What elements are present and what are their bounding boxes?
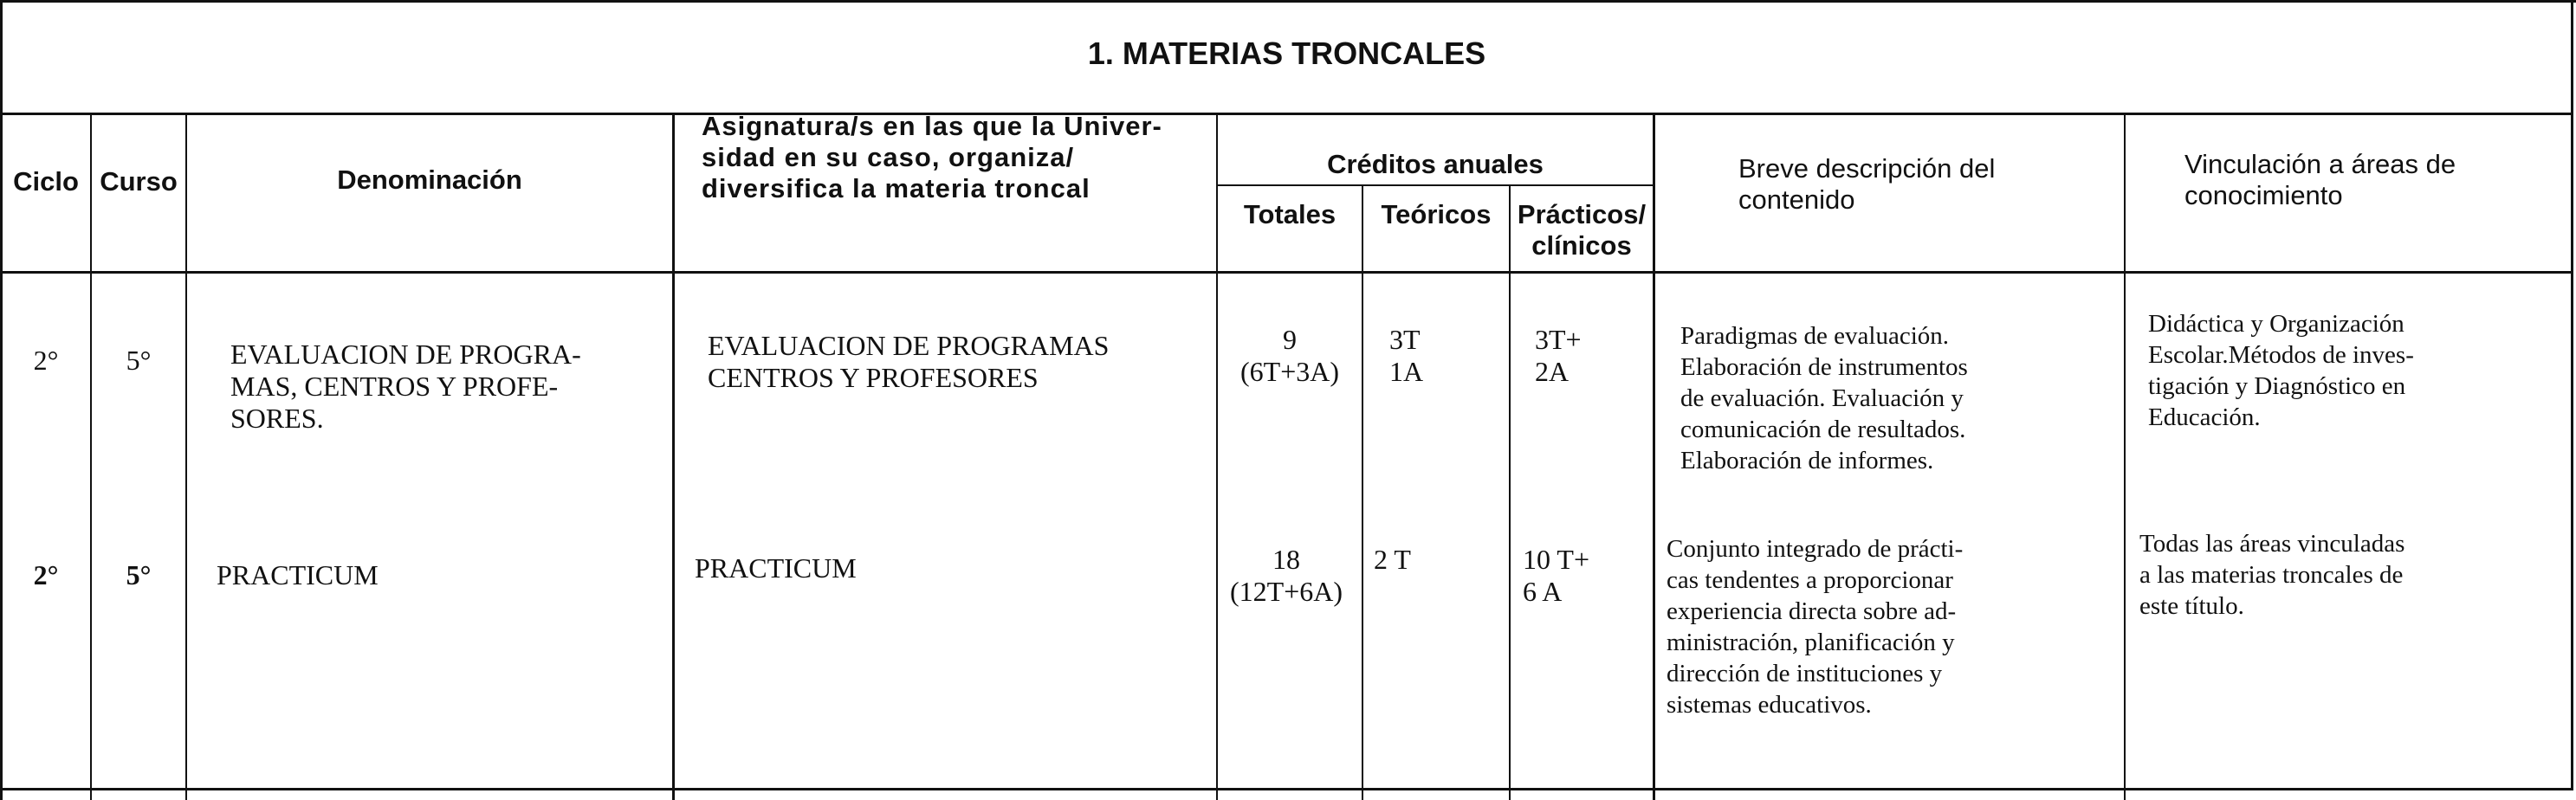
header-practicos: Prácticos/ clínicos	[1517, 199, 1647, 261]
table-row-2-ciclo: 2°	[33, 559, 59, 590]
header-creditos-anuales: Créditos anuales	[1327, 149, 1544, 179]
table-row-2-asignatura: PRACTICUM	[695, 552, 857, 584]
header-denominacion: Denominación	[337, 165, 522, 195]
header-vinculacion: Vinculación a áreas de conocimiento	[2184, 149, 2456, 210]
table-row-1-asignatura: EVALUACION DE PROGRAMAS CENTROS Y PROFESORES	[708, 330, 1110, 393]
table-row-1-vinculacion: Didáctica y Organización Escolar.Métodos de inves- tigación y Diagnóstico en Educación.	[2148, 310, 2414, 431]
header-asignatura: Asignatura/s en las que la Univer- sidad en su caso, organiza/ diversifica la materia troncal	[702, 111, 1162, 203]
col-rule-denominacion	[672, 113, 675, 800]
table-border-bottom	[0, 788, 2573, 790]
col-rule-ciclo	[90, 113, 92, 800]
table-row-1-totales: 9 (6T+3A)	[1239, 324, 1339, 387]
table-row-2-descripcion: Conjunto integrado de prácti- cas tendentes a proporcionar experiencia directa sobre ad- ministración, planificación y dirección de instituciones y sistemas educativos.	[1667, 535, 1964, 719]
table-row-1-ciclo: 2°	[33, 345, 59, 376]
header-totales: Totales	[1243, 199, 1337, 229]
table-row-2-totales: 18 (12T+6A)	[1229, 544, 1343, 607]
table-row-2-denominacion: PRACTICUM	[217, 559, 379, 590]
table-border-left	[0, 0, 3, 800]
header-descripcion: Breve descripción del contenido	[1738, 153, 1996, 215]
table-row-1-denominacion: EVALUACION DE PROGRA- MAS, CENTROS Y PROFE- SORES.	[230, 339, 581, 434]
table-border-top	[0, 0, 2576, 3]
table-row-1-descripcion: Paradigmas de evaluación. Elaboración de instrumentos de evaluación. Evaluación y comunicación de resultados. Elaboración de informes.	[1680, 322, 1968, 474]
header-curso: Curso	[100, 166, 178, 197]
creditos-subheader-rule	[1217, 184, 1654, 186]
table-row-2-practicos: 10 T+ 6 A	[1523, 544, 1590, 607]
table-title: 1. MATERIAS TRONCALES	[1087, 35, 1486, 71]
table-row-1-curso: 5°	[126, 345, 152, 376]
table-row-1-teoricos: 3T 1A	[1389, 324, 1424, 387]
table-row-2-curso: 5°	[126, 559, 152, 590]
table-row-1-practicos: 3T+ 2A	[1535, 324, 1582, 387]
table-row-2-teoricos: 2 T	[1374, 544, 1411, 575]
header-rule	[0, 271, 2573, 274]
table-row-2-vinculacion: Todas las áreas vinculadas a las materias troncales de este título.	[2139, 530, 2405, 620]
col-rule-descripcion	[2124, 113, 2126, 800]
header-ciclo: Ciclo	[13, 166, 79, 197]
col-rule-curso	[185, 113, 187, 800]
col-rule-totales	[1362, 184, 1363, 800]
header-teoricos: Teóricos	[1381, 199, 1492, 229]
col-rule-teoricos	[1509, 184, 1511, 800]
col-rule-practicos	[1653, 113, 1655, 800]
title-rule	[0, 113, 2573, 115]
table-border-right	[2571, 0, 2573, 790]
